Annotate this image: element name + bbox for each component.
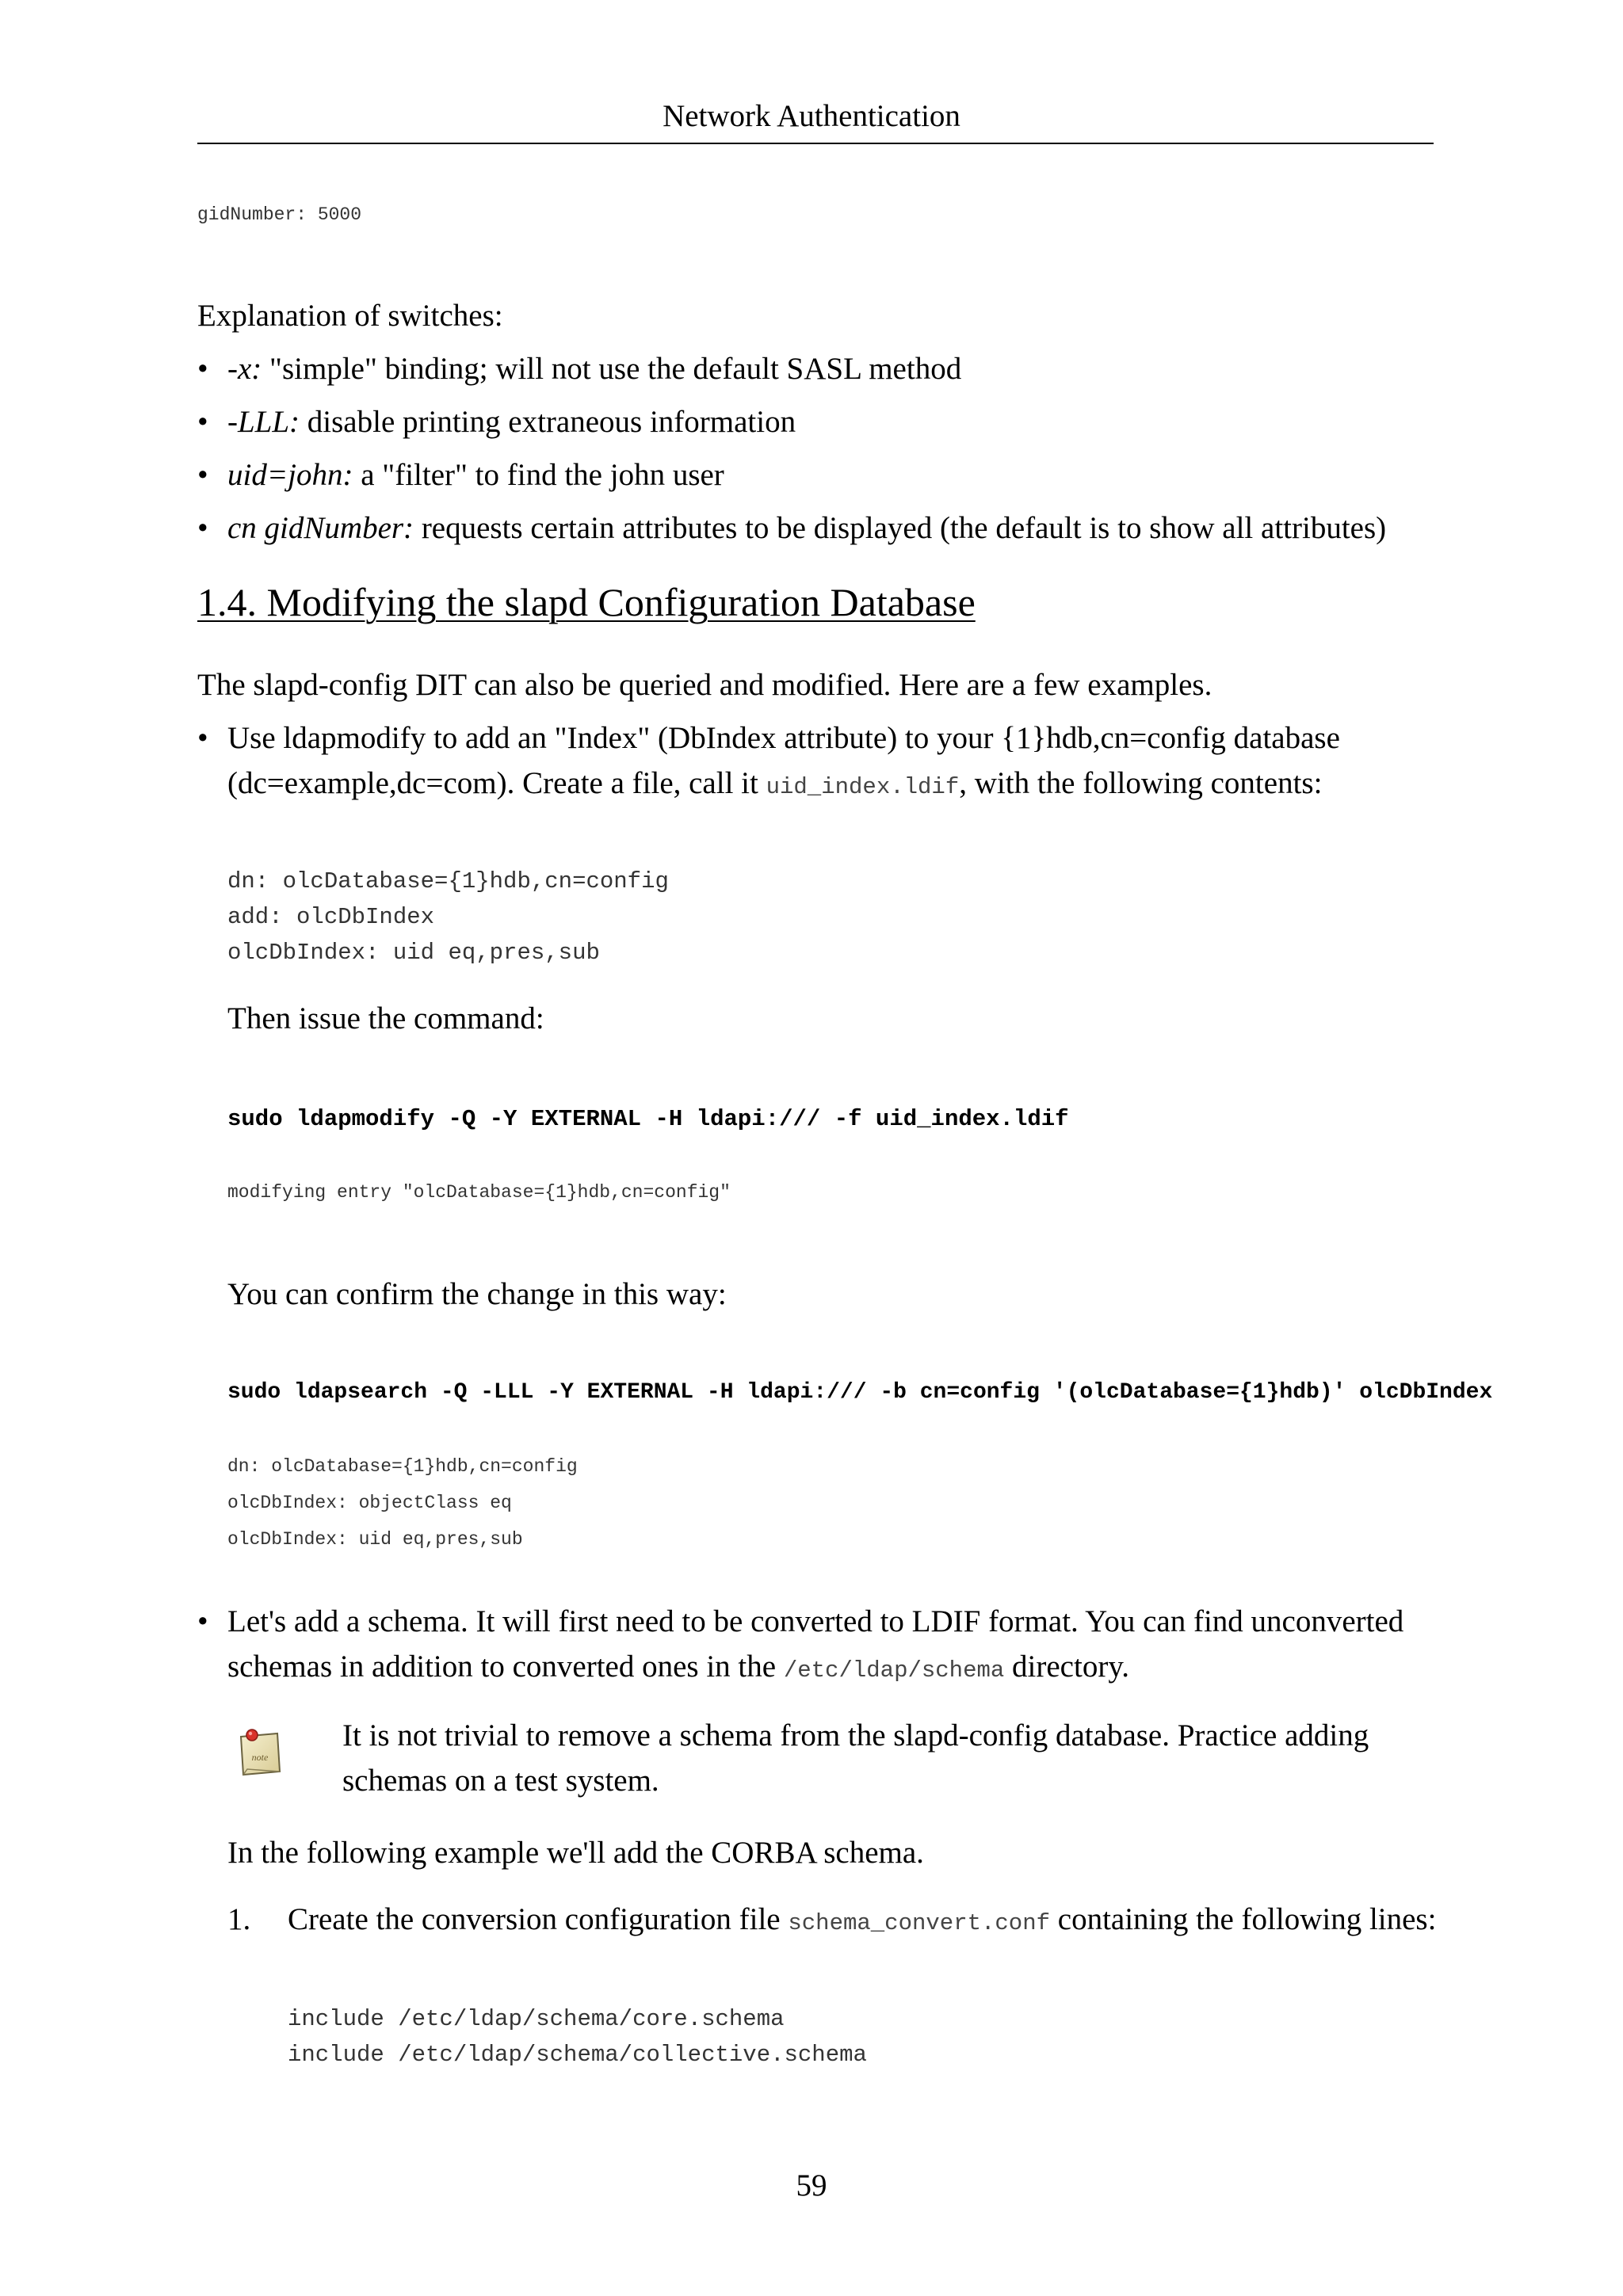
- note-line: It is not trivial to remove a schema from the slapd-config database. Practice adding: [342, 1718, 1369, 1753]
- output-line: dn: olcDatabase={1}hdb,cn=config: [227, 1456, 578, 1477]
- switch-desc: a "filter" to find the john user: [353, 458, 724, 492]
- switch-item-cn: [227, 510, 1386, 547]
- switch-desc: requests certain attributes to be displayed (the default is to show all attributes): [414, 511, 1387, 545]
- bullet-dot: •: [197, 352, 208, 386]
- output-line: olcDbIndex: objectClass eq: [227, 1493, 512, 1513]
- text: containing the following lines:: [1050, 1902, 1437, 1936]
- bullet-dot: •: [197, 511, 208, 545]
- text: schemas in addition to converted ones in the: [227, 1650, 784, 1684]
- ldif-line: olcDbIndex: uid eq,pres,sub: [227, 940, 600, 966]
- command-ldapsearch: sudo ldapsearch -Q -LLL -Y EXTERNAL -H ldapi:/// -b cn=config '(olcDatabase={1}hdb)' olcDbIndex: [227, 1380, 1493, 1405]
- switch-term: -x:: [227, 352, 262, 386]
- confirm-text: You can confirm the change in this way:: [227, 1277, 727, 1311]
- bullet1-line2: [227, 765, 1322, 803]
- switch-item-x: [227, 351, 961, 388]
- explanation-intro: Explanation of switches:: [197, 299, 503, 333]
- example-intro: In the following example we'll add the CORBA schema.: [227, 1836, 924, 1870]
- include-line: include /etc/ldap/schema/collective.schema: [288, 2042, 867, 2068]
- ldif-line: add: olcDbIndex: [227, 904, 435, 930]
- running-header: Network Authentication: [663, 99, 960, 133]
- bullet2-line2: [227, 1649, 1129, 1686]
- switch-desc: disable printing extraneous information: [300, 405, 796, 439]
- section-intro: The slapd-config DIT can also be queried and modified. Here are a few examples.: [197, 668, 1212, 702]
- step-number: 1.: [227, 1902, 251, 1936]
- filename-code: uid_index.ldif: [766, 774, 960, 800]
- bullet-dot: •: [197, 721, 208, 755]
- text: (dc=example,dc=com). Create a file, call it: [227, 766, 766, 800]
- bullet-dot: •: [197, 458, 208, 492]
- text: , with the following contents:: [959, 766, 1323, 800]
- header-rule: [197, 143, 1434, 144]
- then-issue-text: Then issue the command:: [227, 1001, 544, 1035]
- ldif-line: dn: olcDatabase={1}hdb,cn=config: [227, 868, 669, 894]
- switch-item-lll: [227, 404, 796, 441]
- bullet1-line1: Use ldapmodify to add an "Index" (DbIndex attribute) to your {1}hdb,cn=config database: [227, 721, 1340, 755]
- bullet2-line1: Let's add a schema. It will first need to be converted to LDIF format. You can find unconverted: [227, 1604, 1404, 1638]
- text: directory.: [1004, 1650, 1130, 1684]
- path-code: /etc/ldap/schema: [783, 1657, 1005, 1684]
- switch-term: cn gidNumber:: [227, 511, 414, 545]
- switch-term: uid=john:: [227, 458, 353, 492]
- note-icon-label: note: [251, 1752, 269, 1763]
- page-number: 59: [796, 2168, 827, 2203]
- switch-desc: "simple" binding; will not use the default SASL method: [262, 352, 962, 386]
- bullet-dot: •: [197, 405, 208, 439]
- output-line: olcDbIndex: uid eq,pres,sub: [227, 1529, 523, 1550]
- switch-term: -LLL:: [227, 405, 300, 439]
- section-heading: 1.4. Modifying the slapd Configuration Database: [197, 580, 976, 624]
- conf-filename-code: schema_convert.conf: [788, 1910, 1051, 1936]
- command-ldapmodify: sudo ldapmodify -Q -Y EXTERNAL -H ldapi:/// -f uid_index.ldif: [227, 1106, 1069, 1132]
- note-icon: [236, 1726, 284, 1778]
- include-line: include /etc/ldap/schema/core.schema: [288, 2006, 785, 2032]
- code-gidnumber: gidNumber: 5000: [197, 204, 362, 225]
- step1-text: [288, 1901, 1436, 1939]
- text: Create the conversion configuration file: [288, 1902, 789, 1936]
- switch-item-uid: [227, 457, 724, 494]
- bullet-dot: •: [197, 1604, 208, 1638]
- output-modifying: modifying entry "olcDatabase={1}hdb,cn=config": [227, 1182, 731, 1203]
- note-line: schemas on a test system.: [342, 1764, 659, 1798]
